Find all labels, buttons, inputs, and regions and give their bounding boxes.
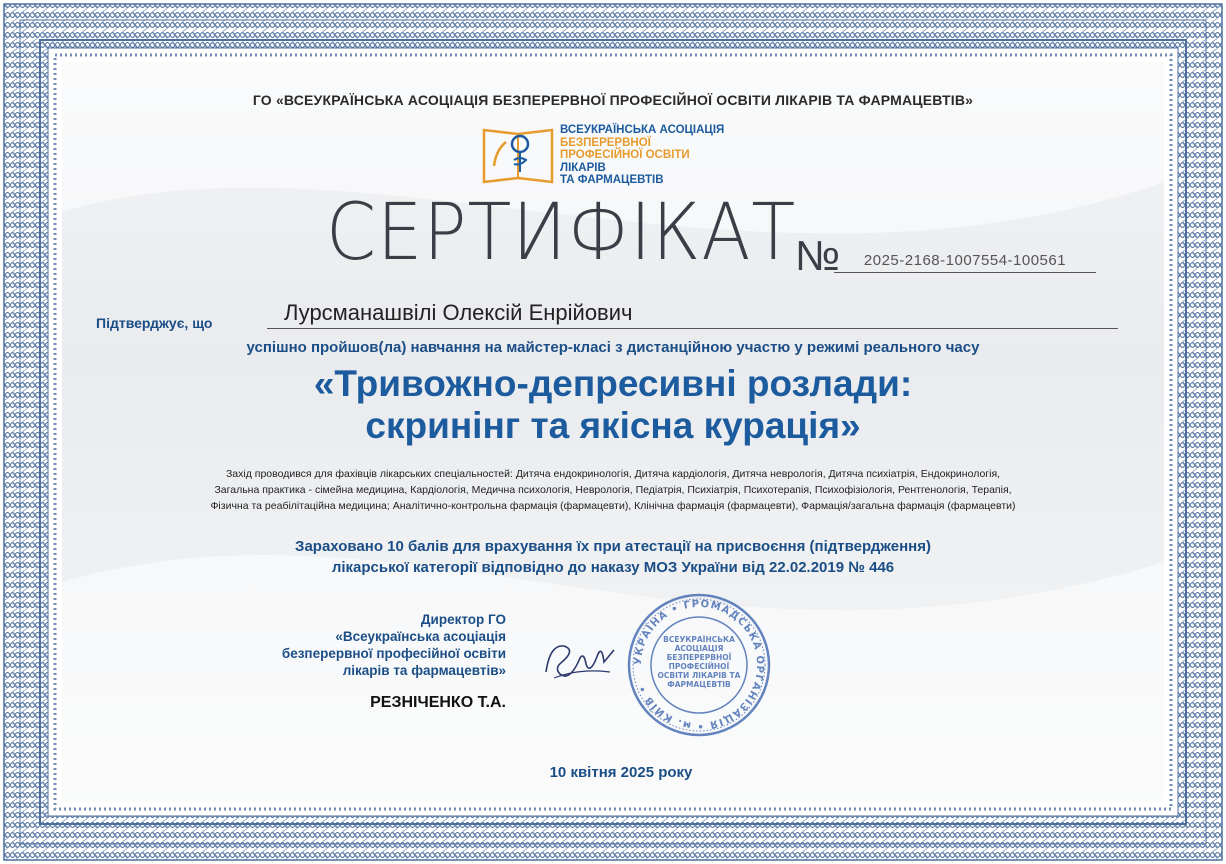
book-with-caduceus-icon [480, 120, 556, 188]
logo-text [560, 124, 724, 187]
issue-date: 10 квітня 2025 року [549, 764, 693, 781]
specialties-line-3: Фізична та реабілітаційна медицина; Аналітично-контрольна фармація (фармацевти), Клінічна фармація (фармацевти), Фармація/загальна фармація (фармацевти) [210, 500, 1016, 512]
logo-line-1: ВСЕУКРАЇНСЬКА АСОЦІАЦІЯ [560, 124, 725, 136]
certificate-number: 2025-2168-1007554-100561 [834, 252, 1096, 273]
specialties-list [102, 466, 1124, 514]
specialties-line-2: Загальна практика - сімейна медицина, Кардіологія, Медична психологія, Неврологія, Педіатрія, Психіатрія, Психотерапія, Психофізіологія, Рентгенологія, Терапія, [214, 484, 1012, 496]
director-line-2: «Всеукраїнська асоціація [335, 629, 506, 644]
organization-header: ГО «ВСЕУКРАЇНСЬКА АСОЦІАЦІЯ БЕЗПЕРЕРВНОЇ ПРОФЕСІЙНОЇ ОСВІТИ ЛІКАРІВ ТА ФАРМАЦЕВТІВ» [252, 92, 974, 108]
course-title-line-1: «Тривожно-депресивні розлади: [313, 363, 913, 404]
director-line-4: лікарів та фармацевтів» [342, 663, 506, 678]
recipient-name: Лурсманашвілі Олексій Енрійович [267, 300, 1118, 329]
credits-statement [62, 536, 1164, 578]
director-name: РЕЗНІЧЕНКО Т.А. [370, 694, 506, 711]
association-logo [480, 120, 750, 188]
director-line-1: Директор ГО [420, 612, 506, 627]
credits-line-2: лікарської категорії відповідно до наказу МОЗ України від 22.02.2019 № 446 [331, 559, 895, 576]
stamp-ring-text: УКРАЇНА • ГРОМАДСЬКА ОРГАНІЗАЦІЯ • м. КИЇВ • [632, 598, 766, 732]
logo-line-2: БЕЗПЕРЕРВНОЇ [560, 136, 651, 149]
handwritten-signature [540, 632, 620, 692]
specialties-line-1: Захід проводився для фахівців лікарських спеціальностей: Дитяча ендокринологія, Дитяча кардіологія, Дитяча неврологія, Дитяча психіатрія, Ендокринологія, [225, 468, 1001, 480]
certificate-title: СЕРТИФІКАТ [326, 188, 797, 278]
confirm-label: Підтверджує, що [96, 315, 213, 331]
course-title [62, 363, 1164, 447]
stamp-center-text: ВСЕУКРАЇНСЬКА АСОЦІАЦІЯ БЕЗПЕРЕРВНОЇ ПРОФЕСІЙНОЇ ОСВІТИ ЛІКАРІВ ТА ФАРМАЦЕВТІВ [657, 635, 741, 689]
certificate-body [62, 62, 1164, 802]
course-title-line-2: скринінг та якісна курація» [365, 405, 861, 446]
director-title [212, 611, 506, 679]
logo-line-4: ЛІКАРІВ [560, 161, 606, 174]
credits-line-1: Зараховано 10 балів для врахування їх при атестації на присвоєння (підтвердження) [295, 538, 931, 555]
completion-statement: успішно пройшов(ла) навчання на майстер-класі з дистанційною участю у режимі реального часу [246, 339, 980, 356]
director-line-3: безперервної професійної освіти [281, 646, 506, 661]
official-stamp [624, 590, 774, 740]
number-sign: № [795, 232, 841, 279]
logo-line-3: ПРОФЕСІЙНОЇ ОСВІТИ [560, 149, 690, 161]
logo-line-5: ТА ФАРМАЦЕВТІВ [560, 174, 664, 186]
